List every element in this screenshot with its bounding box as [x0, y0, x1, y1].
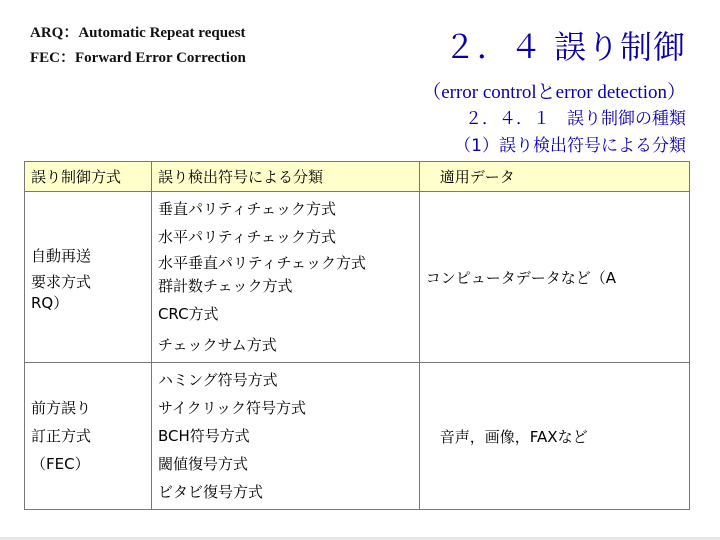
code-item: ビタビ復号方式 — [157, 483, 263, 501]
method-line: 自動再送 — [31, 247, 92, 265]
table-header-row — [25, 162, 690, 192]
method-cell — [25, 363, 152, 510]
table-row — [25, 363, 690, 510]
code-item: 閾値復号方式 — [157, 455, 248, 473]
data-cell — [419, 363, 689, 510]
code-item: 垂直パリティチェック方式 — [157, 200, 336, 218]
method-line: （FEC） — [31, 455, 90, 473]
code-item: ハミング符号方式 — [157, 371, 278, 389]
subsection-heading: （1）誤り検出符号による分類 — [454, 136, 686, 156]
code-item: CRC方式 — [157, 305, 219, 323]
data-text: コンピュータデータなど（A — [425, 268, 617, 287]
subtitle-en: （error controlとerror detection） — [422, 82, 686, 103]
abbr-fec: FEC：Forward Error Correction — [30, 50, 246, 66]
code-item: サイクリック符号方式 — [157, 399, 306, 417]
data-cell — [419, 192, 689, 363]
method-line: 訂正方式 — [31, 427, 92, 445]
table-row — [25, 192, 690, 363]
code-item: 水平パリティチェック方式 — [157, 228, 336, 246]
data-text: 音声，画像，FAXなど — [439, 427, 588, 446]
header-code-class: 誤り検出符号による分類 — [151, 162, 419, 192]
method-line: 前方誤り — [31, 399, 92, 417]
classification-table — [24, 161, 690, 510]
abbr-arq: ARQ：Automatic Repeat request — [30, 25, 246, 41]
header-data: 適用データ — [419, 162, 689, 192]
method-line: RQ） — [31, 294, 69, 312]
slide-title: ２．４ 誤り制御 — [443, 28, 686, 66]
codes-cell — [151, 363, 419, 510]
method-cell — [25, 192, 152, 363]
header-method: 誤り制御方式 — [25, 162, 152, 192]
code-item: BCH符号方式 — [157, 427, 250, 445]
method-line: 要求方式 — [31, 273, 92, 291]
codes-cell — [151, 192, 419, 363]
code-item: 水平垂直パリティチェック方式 — [157, 254, 366, 272]
code-item: 群計数チェック方式 — [157, 277, 293, 295]
code-item: チェックサム方式 — [157, 336, 277, 354]
section-heading: ２．４．１ 誤り制御の種類 — [465, 109, 686, 129]
